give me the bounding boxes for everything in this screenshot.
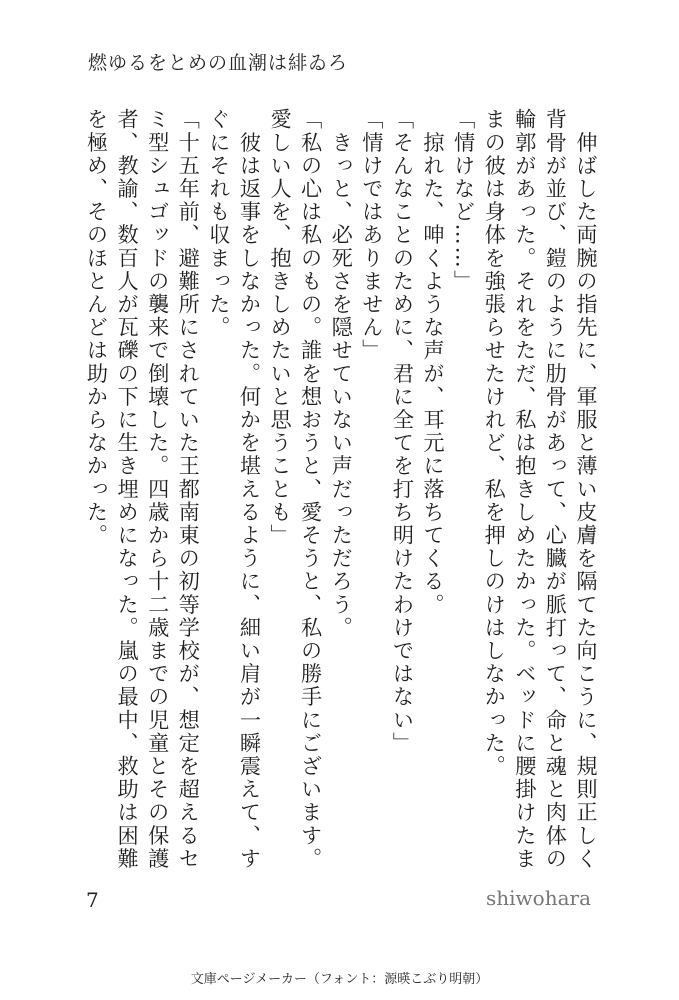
chapter-title: 燃ゆるをとめの血潮は緋ゐろ [88,52,349,74]
body-text [81,108,601,878]
paragraph: 「情けなど……」 [451,108,477,293]
paragraph: 「私の心は私のもの。誰を想おうと、愛そうと、私の勝手にございます。愛しい人を、抱きしめたいと思うことも」 [268,108,324,871]
page-number: 7 [86,888,99,912]
author-name: shiwohara [486,886,591,910]
paragraph: 「そんなことのために、君に全てを打ち明けたわけではない」 [390,108,416,755]
paragraph: 伸ばした両腕の指先に、軍服と薄い皮膚を隔てた向こうに、規則正しく背骨が並び、鎧のように肋骨があって、心臓が脈打って、命と魂と肉体の輪郭があった。それをただ、私は抱きしめたかった。ベッドに腰掛けたままの彼は身体を強張らせたけれど、私を押しのけはしなかった。 [482,108,599,871]
paragraph: 彼は返事をしなかった。何かを堪えるように、細い肩が一瞬震えて、すぐにそれも収まった。 [206,108,263,871]
footer-credit: 文庫ページメーカー（フォント：源暎こぶり明朝） [190,972,489,987]
paragraph: きっと、必死さを隠せていない声だっただろう。 [329,108,355,640]
paragraph: 掠れた、呻くような声が、耳元に落ちてくる。 [421,108,447,617]
paragraph: 「十五年前、避難所にされていた王都南東の初等学校が、想定を超えるセミ型シュゴッドの襲来で倒壊した。四歳から十二歳までの児童とその保護者、教諭、数百人が瓦礫の下に生き埋めになった。嵐の最中、救助は困難を極め、そのほとんどは助からなかった。 [84,108,202,871]
paragraph: 「情けではありません」 [359,108,385,363]
